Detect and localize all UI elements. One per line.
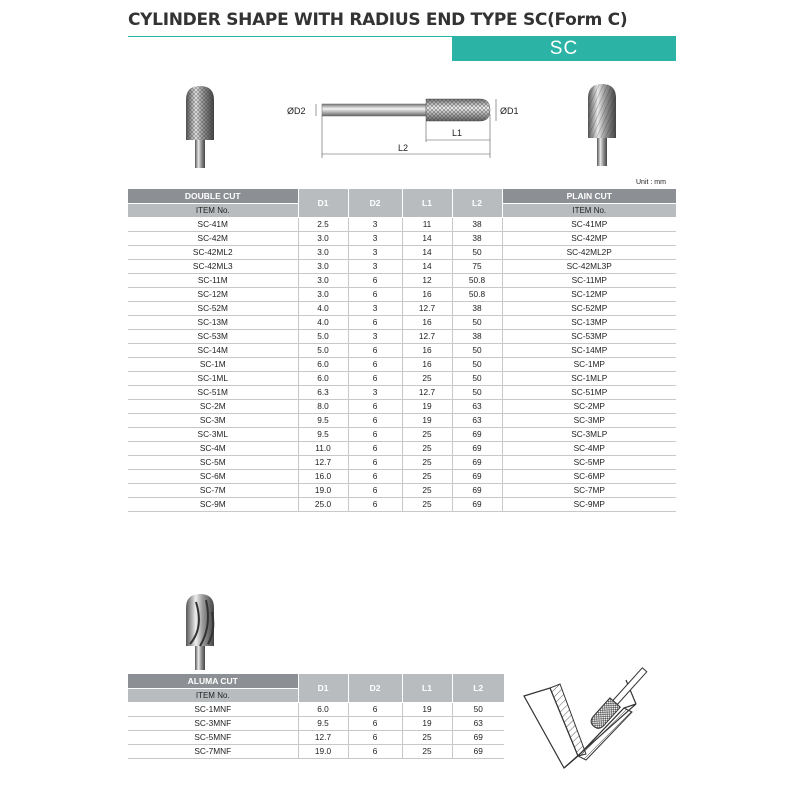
l2-cell: 38 (452, 301, 502, 315)
l1-cell: 14 (402, 245, 452, 259)
d1-cell: 8.0 (298, 399, 348, 413)
double-cut-item-cell: SC-42ML3 (128, 259, 298, 273)
d2-cell: 3 (348, 231, 402, 245)
plain-cut-item-cell: SC-4MP (502, 441, 676, 455)
d2-header: D2 (348, 189, 402, 217)
double-cut-item-cell: SC-51M (128, 385, 298, 399)
plain-cut-item-cell: SC-53MP (502, 329, 676, 343)
l1-cell: 19 (402, 413, 452, 427)
table-row (128, 357, 676, 371)
double-cut-item-cell: SC-13M (128, 315, 298, 329)
double-cut-item-cell: SC-3M (128, 413, 298, 427)
table-row (128, 371, 676, 385)
table-row (128, 427, 676, 441)
d1-cell: 6.3 (298, 385, 348, 399)
unit-label: Unit : mm (636, 179, 666, 186)
l1-cell: 25 (402, 469, 452, 483)
aluma-cut-burr-image (176, 592, 224, 672)
plain-cut-item-cell: SC-51MP (502, 385, 676, 399)
l2-cell: 50 (452, 357, 502, 371)
page-title: CYLINDER SHAPE WITH RADIUS END TYPE SC(Form C) (128, 10, 628, 30)
aluma-item-cell: SC-1MNF (128, 702, 298, 716)
l2-cell: 69 (452, 483, 502, 497)
table-row (128, 273, 676, 287)
d2-cell: 3 (348, 245, 402, 259)
plain-cut-item-cell: SC-52MP (502, 301, 676, 315)
l1-cell: 12.7 (402, 301, 452, 315)
d1-label: ØD1 (500, 106, 519, 116)
table-row (128, 441, 676, 455)
plain-cut-item-cell: SC-42ML2P (502, 245, 676, 259)
table-row (128, 217, 676, 231)
aluma-item-cell: SC-5MNF (128, 730, 298, 744)
l2-cell: 69 (452, 730, 504, 744)
l2-cell: 69 (452, 469, 502, 483)
l2-cell: 69 (452, 427, 502, 441)
l1-cell: 14 (402, 259, 452, 273)
l2-cell: 38 (452, 217, 502, 231)
table-row (128, 483, 676, 497)
d1-cell: 3.0 (298, 245, 348, 259)
d1-cell: 6.0 (298, 702, 348, 716)
d2-cell: 6 (348, 483, 402, 497)
table-row (128, 716, 504, 730)
l1-label: L1 (452, 128, 463, 138)
d1-cell: 3.0 (298, 231, 348, 245)
l1-cell: 16 (402, 343, 452, 357)
item-no-header-left: ITEM No. (128, 203, 298, 217)
double-cut-item-cell: SC-52M (128, 301, 298, 315)
aluma-l1-header: L1 (402, 674, 452, 702)
l1-cell: 19 (402, 399, 452, 413)
aluma-spec-table (128, 674, 504, 759)
table-row (128, 497, 676, 511)
double-cut-item-cell: SC-41M (128, 217, 298, 231)
dimension-drawing (280, 90, 540, 162)
double-cut-item-cell: SC-14M (128, 343, 298, 357)
l2-cell: 50 (452, 385, 502, 399)
plain-cut-item-cell: SC-14MP (502, 343, 676, 357)
double-cut-item-cell: SC-9M (128, 497, 298, 511)
table-row (128, 399, 676, 413)
table-row (128, 287, 676, 301)
table-row (128, 329, 676, 343)
d2-cell: 6 (348, 343, 402, 357)
aluma-item-no-header: ITEM No. (128, 688, 298, 702)
l1-cell: 19 (402, 702, 452, 716)
aluma-item-cell: SC-7MNF (128, 744, 298, 758)
d2-cell: 3 (348, 385, 402, 399)
d2-cell: 6 (348, 427, 402, 441)
d2-cell: 3 (348, 329, 402, 343)
d1-cell: 6.0 (298, 357, 348, 371)
d2-cell: 6 (348, 497, 402, 511)
l2-cell: 69 (452, 744, 504, 758)
d2-cell: 6 (348, 315, 402, 329)
d2-cell: 6 (348, 469, 402, 483)
plain-cut-item-cell: SC-12MP (502, 287, 676, 301)
d1-cell: 3.0 (298, 273, 348, 287)
plain-cut-item-cell: SC-1MLP (502, 371, 676, 385)
double-cut-item-cell: SC-42ML2 (128, 245, 298, 259)
table-row (128, 343, 676, 357)
l1-cell: 16 (402, 287, 452, 301)
table-row (128, 245, 676, 259)
l1-cell: 12.7 (402, 329, 452, 343)
l2-cell: 50 (452, 245, 502, 259)
l1-cell: 25 (402, 744, 452, 758)
aluma-d2-header: D2 (348, 674, 402, 702)
d1-cell: 4.0 (298, 315, 348, 329)
table-row (128, 301, 676, 315)
d2-cell: 6 (348, 357, 402, 371)
l2-cell: 75 (452, 259, 502, 273)
d1-cell: 9.5 (298, 716, 348, 730)
d2-cell: 6 (348, 371, 402, 385)
l1-cell: 16 (402, 357, 452, 371)
plain-cut-item-cell: SC-3MP (502, 413, 676, 427)
d1-cell: 16.0 (298, 469, 348, 483)
d1-cell: 12.7 (298, 455, 348, 469)
l2-cell: 69 (452, 497, 502, 511)
d2-cell: 6 (348, 455, 402, 469)
item-no-header-right: ITEM No. (502, 203, 676, 217)
table-row (128, 385, 676, 399)
l1-cell: 25 (402, 371, 452, 385)
d1-cell: 3.0 (298, 259, 348, 273)
table-row (128, 259, 676, 273)
table-row (128, 413, 676, 427)
d1-cell: 6.0 (298, 371, 348, 385)
plain-cut-header: PLAIN CUT (502, 189, 676, 203)
double-cut-header: DOUBLE CUT (128, 189, 298, 203)
table-row (128, 469, 676, 483)
aluma-cut-header: ALUMA CUT (128, 674, 298, 688)
plain-cut-item-cell: SC-5MP (502, 455, 676, 469)
d1-header: D1 (298, 189, 348, 217)
l2-cell: 63 (452, 716, 504, 730)
l2-cell: 38 (452, 329, 502, 343)
application-illustration (520, 660, 660, 778)
double-cut-item-cell: SC-4M (128, 441, 298, 455)
double-cut-item-cell: SC-7M (128, 483, 298, 497)
double-cut-item-cell: SC-11M (128, 273, 298, 287)
plain-cut-item-cell: SC-2MP (502, 399, 676, 413)
double-cut-item-cell: SC-2M (128, 399, 298, 413)
double-cut-burr-image (176, 84, 224, 170)
plain-cut-item-cell: SC-11MP (502, 273, 676, 287)
plain-cut-item-cell: SC-3MLP (502, 427, 676, 441)
l2-cell: 69 (452, 441, 502, 455)
l2-cell: 50 (452, 315, 502, 329)
d2-cell: 6 (348, 287, 402, 301)
d1-cell: 19.0 (298, 483, 348, 497)
table-row (128, 730, 504, 744)
double-cut-item-cell: SC-5M (128, 455, 298, 469)
l1-cell: 25 (402, 441, 452, 455)
d2-cell: 6 (348, 702, 402, 716)
d2-cell: 6 (348, 744, 402, 758)
d2-label: ØD2 (287, 106, 306, 116)
plain-cut-item-cell: SC-42ML3P (502, 259, 676, 273)
d2-cell: 6 (348, 716, 402, 730)
l1-cell: 12 (402, 273, 452, 287)
l2-cell: 50 (452, 371, 502, 385)
d2-cell: 3 (348, 259, 402, 273)
aluma-d1-header: D1 (298, 674, 348, 702)
double-cut-item-cell: SC-12M (128, 287, 298, 301)
d1-cell: 11.0 (298, 441, 348, 455)
aluma-l2-header: L2 (452, 674, 504, 702)
d1-cell: 9.5 (298, 413, 348, 427)
l1-cell: 25 (402, 483, 452, 497)
d1-cell: 25.0 (298, 497, 348, 511)
l2-header: L2 (452, 189, 502, 217)
d2-cell: 3 (348, 301, 402, 315)
l1-cell: 11 (402, 217, 452, 231)
l2-label: L2 (398, 143, 409, 153)
table-row (128, 315, 676, 329)
d2-cell: 6 (348, 413, 402, 427)
double-cut-item-cell: SC-3ML (128, 427, 298, 441)
l2-cell: 50.8 (452, 273, 502, 287)
plain-cut-item-cell: SC-13MP (502, 315, 676, 329)
l1-header: L1 (402, 189, 452, 217)
plain-cut-item-cell: SC-41MP (502, 217, 676, 231)
d1-cell: 2.5 (298, 217, 348, 231)
double-cut-item-cell: SC-1M (128, 357, 298, 371)
l1-cell: 25 (402, 455, 452, 469)
double-cut-item-cell: SC-53M (128, 329, 298, 343)
plain-cut-item-cell: SC-6MP (502, 469, 676, 483)
d1-cell: 19.0 (298, 744, 348, 758)
table-row (128, 744, 504, 758)
aluma-item-cell: SC-3MNF (128, 716, 298, 730)
l2-cell: 63 (452, 413, 502, 427)
d2-cell: 6 (348, 730, 402, 744)
double-cut-item-cell: SC-6M (128, 469, 298, 483)
d2-cell: 6 (348, 273, 402, 287)
l1-cell: 25 (402, 427, 452, 441)
d2-cell: 6 (348, 441, 402, 455)
d1-cell: 5.0 (298, 343, 348, 357)
series-code-band: SC (452, 37, 676, 61)
d1-cell: 12.7 (298, 730, 348, 744)
l2-cell: 50 (452, 702, 504, 716)
l1-cell: 14 (402, 231, 452, 245)
d1-cell: 5.0 (298, 329, 348, 343)
l2-cell: 38 (452, 231, 502, 245)
l2-cell: 63 (452, 399, 502, 413)
d1-cell: 9.5 (298, 427, 348, 441)
d2-cell: 3 (348, 217, 402, 231)
d1-cell: 3.0 (298, 287, 348, 301)
l1-cell: 19 (402, 716, 452, 730)
l1-cell: 16 (402, 315, 452, 329)
l1-cell: 25 (402, 730, 452, 744)
table-row (128, 455, 676, 469)
d2-cell: 6 (348, 399, 402, 413)
plain-cut-item-cell: SC-9MP (502, 497, 676, 511)
plain-cut-item-cell: SC-1MP (502, 357, 676, 371)
table-row (128, 702, 504, 716)
d1-cell: 4.0 (298, 301, 348, 315)
plain-cut-item-cell: SC-7MP (502, 483, 676, 497)
l1-cell: 25 (402, 497, 452, 511)
l2-cell: 50.8 (452, 287, 502, 301)
l1-cell: 12.7 (402, 385, 452, 399)
l2-cell: 50 (452, 343, 502, 357)
double-cut-item-cell: SC-1ML (128, 371, 298, 385)
l2-cell: 69 (452, 455, 502, 469)
table-row (128, 231, 676, 245)
plain-cut-burr-image (578, 82, 626, 168)
main-spec-table (128, 189, 676, 512)
double-cut-item-cell: SC-42M (128, 231, 298, 245)
plain-cut-item-cell: SC-42MP (502, 231, 676, 245)
